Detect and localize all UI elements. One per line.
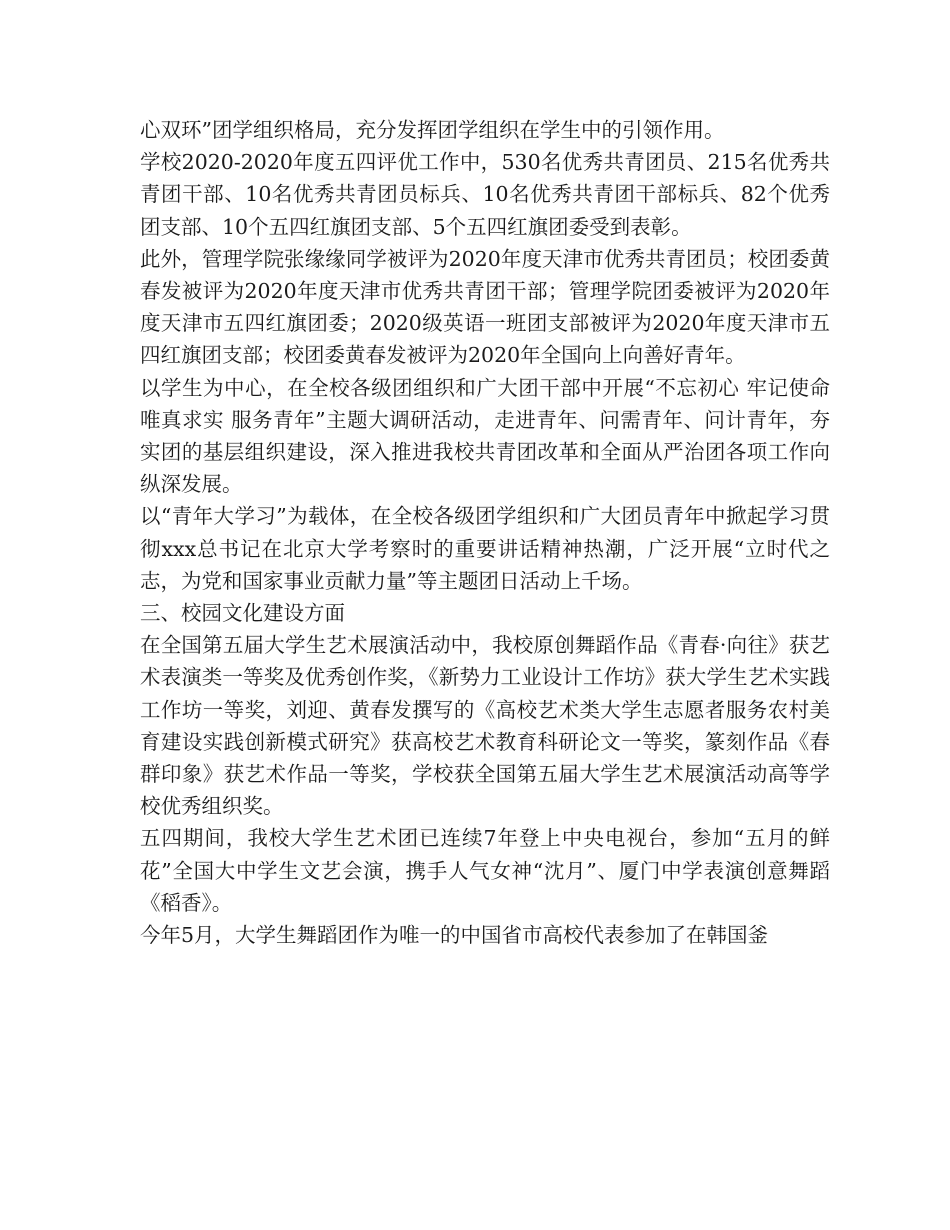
section-heading-campus-culture: 三、校园文化建设方面: [140, 601, 345, 626]
paragraph-may-fourth-awards: 学校2020-2020年度五四评优工作中，530名优秀共青团员、215名优秀共青团干部、10名优秀共青团员标兵、10名优秀共青团干部标兵、82个优秀团支部、10个五四红旗团支部、5个五四红旗团委受到表彰。: [140, 150, 830, 239]
paragraph-art-troupe-cctv: 五四期间，我校大学生艺术团已连续7年登上中央电视台，参加“五月的鲜花”全国大中学生文艺会演，携手人气女神“沈月”、厦门中学表演创意舞蹈《稻香》。: [140, 826, 830, 915]
paragraph-league-structure: 心双环”团学组织格局，充分发挥团学组织在学生中的引领作用。: [140, 118, 725, 142]
document-body: [140, 114, 830, 951]
paragraph-art-exhibition: 在全国第五届大学生艺术展演活动中，我校原创舞蹈作品《青春·向往》获艺术表演类一等奖及优秀创作奖，《新势力工业设计工作坊》获大学生艺术实践工作坊一等奖，刘迎、黄春发撰写的《高校艺术类大学生志愿者服务农村美育建设实践创新模式研究》获高校艺术教育科研论文一等奖，篆刻作品《春群印象》获艺术作品一等奖，学校获全国第五届大学生艺术展演活动高等学校优秀组织奖。: [140, 633, 830, 819]
paragraph-youth-study: 以“青年大学习”为载体，在全校各级团学组织和广大团员青年中掀起学习贯彻xxx总书记在北京大学考察时的重要讲话精神热潮，广泛开展“立时代之志，为党和国家事业贡献力量”等主题团日活动上千场。: [140, 504, 830, 593]
paragraph-dance-troupe-korea: 今年5月，大学生舞蹈团作为唯一的中国省市高校代表参加了在韩国釜: [140, 923, 769, 948]
paragraph-tianjin-honors: 此外，管理学院张缘缘同学被评为2020年度天津市优秀共青团员；校团委黄春发被评为2020年度天津市优秀共青团干部；管理学院团委被评为2020年度天津市五四红旗团委；2020级英语一班团支部被评为2020年度天津市五四红旗团支部；校团委黄春发被评为2020年全国向上向善好青年。: [140, 246, 830, 368]
paragraph-research-campaign: 以学生为中心，在全校各级团组织和广大团干部中开展“不忘初心 牢记使命 唯真求实 服务青年”主题大调研活动，走进青年、问需青年、问计青年，夯实团的基层组织建设，深入推进我校共青团改革和全面从严治团各项工作向纵深发展。: [140, 375, 830, 497]
